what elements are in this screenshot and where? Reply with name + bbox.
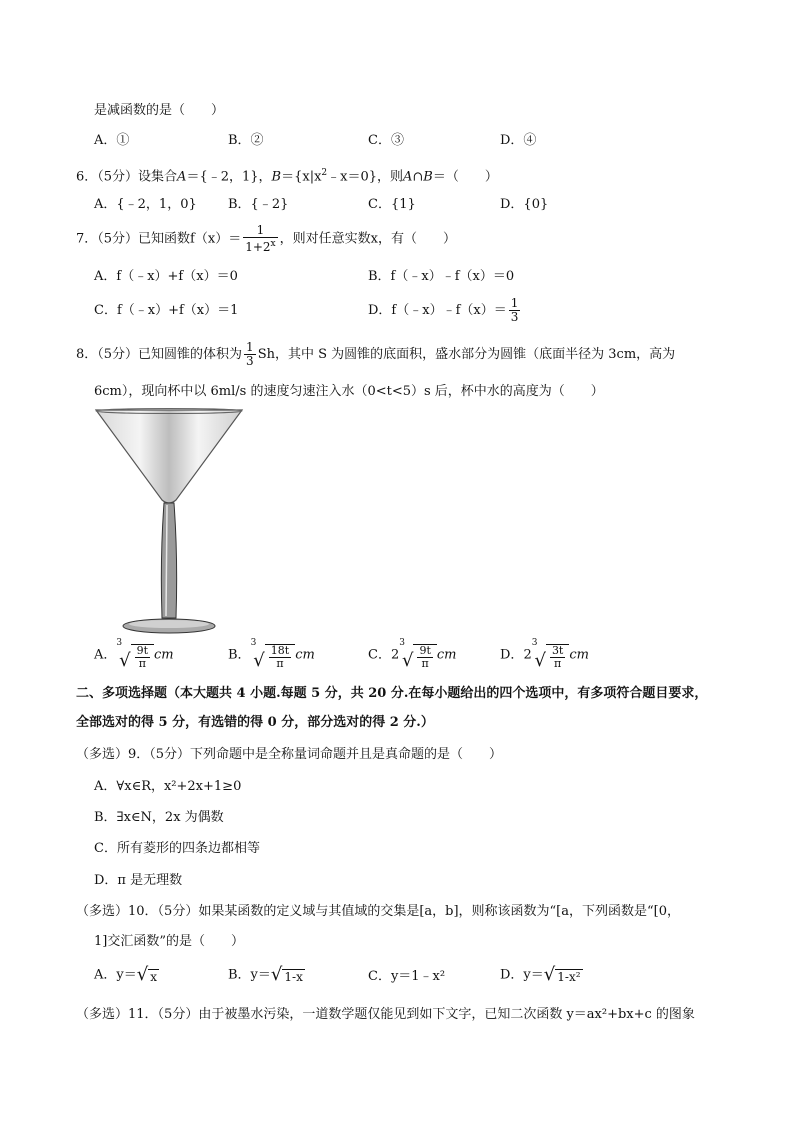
- q7-tail: ，则对任意实数x，有（ ）: [279, 231, 456, 247]
- q7-frac-den: $1+2^x$: [245, 239, 276, 254]
- q7-stem: [76, 224, 456, 255]
- q7-fraction: [243, 224, 277, 254]
- q6-set-b-label: B: [271, 169, 282, 185]
- q7-prefix: 7．（5分）已知函数: [76, 231, 191, 247]
- q7-option-d[interactable]: D．f（﹣x）﹣f（x）＝ $\frac{1}{3}$: [368, 296, 519, 324]
- q6-prefix: 6．（5分）设集合: [76, 169, 178, 185]
- q5-option-d[interactable]: D．④: [500, 133, 537, 148]
- q8-fraction: $\frac{1}{3}$: [246, 340, 254, 368]
- q6-option-a[interactable]: A．{﹣2，1，0}: [94, 197, 197, 212]
- q9-option-c[interactable]: C．所有菱形的四条边都相等: [94, 841, 260, 856]
- q8-stem-line2: 6cm），现向杯中以 6ml/s 的速度匀速注入水（0<t<5）s 后，杯中水的高度为（ ）: [94, 384, 604, 399]
- q5-option-a[interactable]: A．①: [94, 133, 130, 148]
- q6-set-a: ＝{﹣2，1}，: [186, 169, 272, 185]
- q8-option-d[interactable]: D．2 3 √ $\frac{3t}{\pi}$ cm: [500, 638, 589, 671]
- q6-option-d[interactable]: D．{0}: [500, 197, 549, 212]
- q7-optd-fraction: $\frac{1}{3}$: [510, 296, 519, 324]
- q7-option-c[interactable]: C．f（﹣x）+f（x）＝1: [94, 303, 239, 318]
- q6-option-b[interactable]: B．{﹣2}: [228, 197, 289, 212]
- q10-option-d[interactable]: D．y＝ √ 1-x²: [500, 964, 581, 985]
- q6-option-c[interactable]: C．{1}: [368, 197, 416, 212]
- q7-function: f（x）＝: [190, 231, 242, 247]
- q10-option-a[interactable]: A．y＝ √ x: [94, 964, 157, 985]
- q9-option-b[interactable]: B．∃x∈N，2x 为偶数: [94, 810, 224, 825]
- q8-option-b[interactable]: B． 3 √ $\frac{18t}{\pi}$ cm: [228, 638, 315, 671]
- q6-tail: ﹣x＝0}，则: [327, 169, 404, 185]
- q10-option-c[interactable]: C．y＝1﹣x²: [368, 969, 446, 984]
- q6-exp: 2: [321, 168, 328, 178]
- q6-set-b: ＝{x|x: [281, 169, 322, 185]
- martini-glass-image: [94, 408, 244, 636]
- q5-option-b[interactable]: B．②: [228, 133, 264, 148]
- q8-stem-line1: 8．（5分）已知圆锥的体积为 $\frac{1}{3}$ Sh，其中 S 为圆锥的底面积，盛水部分为圆锥（底面半径为 3cm，高为: [76, 340, 676, 368]
- q9-stem: （多选）9．（5分）下列命题中是全称量词命题并且是真命题的是（ ）: [76, 747, 503, 762]
- q7-frac-num: 1: [243, 224, 277, 238]
- q6-end: ＝（ ）: [432, 169, 498, 185]
- q10-stem-line2: 1]交汇函数”的是（ ）: [94, 934, 244, 949]
- q5-option-c[interactable]: C．③: [368, 133, 404, 148]
- q9-option-d[interactable]: D．π 是无理数: [94, 873, 183, 888]
- q10-stem-line1: （多选）10．（5分）如果某函数的定义域与其值域的交集是[a，b]，则称该函数为“[a，下列函数是“[0，: [76, 904, 680, 919]
- q7-option-a[interactable]: A．f（﹣x）+f（x）＝0: [94, 269, 238, 284]
- q6-stem: [76, 164, 498, 186]
- q10-option-b[interactable]: B．y＝ √ 1-x: [228, 964, 303, 985]
- q9-option-a[interactable]: A．∀x∈R，x²+2x+1≥0: [94, 779, 242, 794]
- q5-continuation: 是减函数的是（ ）: [94, 103, 225, 118]
- q6-intersection: A∩B: [403, 169, 433, 185]
- q6-set-a-label: A: [177, 169, 187, 185]
- q8-option-c[interactable]: C．2 3 √ $\frac{9t}{\pi}$ cm: [368, 638, 457, 671]
- q8-option-a[interactable]: A． 3 √ $\frac{9t}{\pi}$ cm: [94, 638, 174, 671]
- q11-stem-line1: （多选）11．（5分）由于被墨水污染，一道数学题仅能见到如下文字，已知二次函数 y＝ax²+bx+c 的图象: [76, 1007, 695, 1022]
- q7-option-b[interactable]: B．f（﹣x）﹣f（x）＝0: [368, 269, 515, 284]
- section2-heading-line1: 二、多项选择题（本大题共 4 小题.每题 5 分，共 20 分.在每小题给出的四个选项中，有多项符合题目要求，: [76, 686, 708, 701]
- section2-heading-line2: 全部选对的得 5 分，有选错的得 0 分，部分选对的得 2 分.）: [76, 715, 434, 730]
